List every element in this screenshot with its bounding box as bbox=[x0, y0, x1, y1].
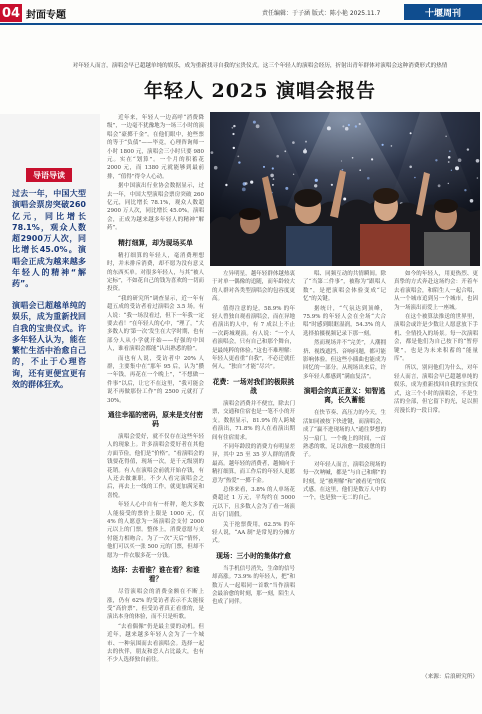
stage-light bbox=[253, 121, 256, 124]
stage-light bbox=[273, 178, 275, 180]
stage-light bbox=[345, 127, 349, 131]
stage-light bbox=[270, 174, 274, 178]
stage-light bbox=[467, 148, 469, 150]
stage-light bbox=[232, 133, 234, 135]
body-paragraph: 当手机信号消失，生命的信号却高涨。73.9% 的年轻人，把“和数万人一起唱同一首歌”当作演唱会最治愈的时刻，那一刻，陌生人也成了同伴。 bbox=[212, 565, 295, 606]
section-heading: 花费：一场对我们的极限挑战 bbox=[212, 377, 295, 395]
body-paragraph: 对年轻人而言，演唱会现场的每一次呐喊，都是“与自己和解”的时刻，是“被理解”和“被看见”的仪式感。在这里，他们是数万人中的一个，也是独一无二的自己。 bbox=[303, 461, 386, 502]
stage-light bbox=[276, 155, 279, 158]
body-paragraph: “我的研究所”调查显示，近一年有超五成的受访者看过演唱会 3.5 场。有人说：“我一场没看过，但下一年我一定要去看！”在年轻人的心中，“理了，“大多数人的‘第一次’发生在大学时期，也有部分人从小学就开始——好强的中国人，谁看演唱会都能“认出熟悉的脸”。 bbox=[107, 295, 204, 353]
stage-light bbox=[371, 158, 373, 160]
stage-light bbox=[285, 187, 288, 190]
stage-light bbox=[331, 184, 333, 186]
stage-light bbox=[225, 184, 227, 186]
stage-light bbox=[342, 125, 344, 127]
stage-light bbox=[458, 158, 462, 162]
stage-light bbox=[449, 150, 451, 152]
stage-light bbox=[435, 159, 437, 161]
stage-light bbox=[409, 166, 412, 169]
editor-meta: 责任编辑：于子涵 版式：陈小艳 2025.11.7 bbox=[262, 10, 381, 17]
stage-light bbox=[242, 188, 246, 192]
stage-light bbox=[284, 150, 286, 152]
stage-light bbox=[232, 127, 234, 129]
section-heading: 通往幸福的密码，原来是支付密码 bbox=[107, 411, 204, 428]
body-paragraph: 演唱会爱好，就不仅存在这些年轻人的现象上。许多演唱会爱好者在其他方面节俭，他们是“价格”。“看演唱会的钱要花得值，现场一次，是千元级别的花销。有人在演唱会前就开始存钱，有人还去做兼职。不少人看完演唱会之后，再去上一线的工作，就更加满足和喜悦。 bbox=[107, 434, 204, 499]
body-paragraph: 值得注意的是，58.9% 的年轻人曾独自观看演唱会，而在异地看演出的人中，有 7 成以上不止一次跨城观演。有人说：“一个人看演唱会，只有自己和那个舞台，是最纯粹的体验。”这也不难理解：年轻人更看重“自我”，不必迁就任何人，“独自”才能“尽兴”。 bbox=[212, 305, 295, 371]
stage-light bbox=[343, 198, 346, 201]
stage-light bbox=[272, 167, 274, 169]
stage-light bbox=[238, 161, 240, 163]
stage-light bbox=[315, 179, 318, 182]
body-paragraph: “去看偶像”仍是最主要的动机。但近年，越来越多年轻人会为了一个城市、一种氛围而去看演唱会。选择一起去的伙伴，朋友和恋人占比最大，也有不少人选择独自前往。 bbox=[107, 623, 204, 664]
section-heading: 选择：去看谁？谁在看？和谁看？ bbox=[111, 566, 200, 584]
stage-light bbox=[451, 170, 452, 171]
stage-light bbox=[391, 145, 393, 147]
body-paragraph: 近年来，年轻人一边高呼“消费降级”，一边毫不犹豫地为一场三小时的演唱会“豪掷千金”。在他们眼中，抢些票的等于“负债”——毕竟，心理咨询师一小时 1800 元，演唱会三小时只要 980 元。实在“划算”。一个月的积蓄花 2000 元，而 1380 元就能够到最前排，“值得”得令人心动。 bbox=[107, 115, 204, 180]
lead-paragraph: 对年轻人而言，演唱会早已超越单纯的娱乐，成为重新找寻自我的宝贵仪式。这三个年轻人的演唱会经历，折射出青年群体对演唱会这种消费形式的热情 bbox=[72, 63, 448, 69]
article-title: 年轻人 2025 演唱会报告 bbox=[143, 80, 377, 102]
stage-light bbox=[263, 166, 265, 168]
concert-crowd-photo bbox=[210, 112, 480, 266]
stage-light bbox=[305, 141, 307, 143]
stage-light bbox=[233, 147, 235, 149]
stage-light bbox=[272, 184, 274, 186]
stage-light bbox=[355, 125, 357, 127]
stage-light bbox=[292, 141, 295, 144]
body-paragraph: 总体来看，3.8% 的人单场花费超过 1 万元，平均约在 5000 元以下，且多数人会为了看一场演出专门请假。 bbox=[212, 486, 295, 519]
body-paragraph: 左异明星，越年轻群体越热衷于对单一偶像的追随，而年龄较大的人群对各类型演唱会的包容度更高。 bbox=[212, 271, 295, 303]
stage-light bbox=[237, 156, 239, 158]
stage-light bbox=[293, 174, 294, 175]
stage-light bbox=[382, 144, 384, 146]
article-column-2 bbox=[212, 270, 295, 690]
section-heading: 精打细算，却为现场买单 bbox=[118, 238, 193, 247]
stage-light bbox=[455, 166, 459, 170]
body-paragraph: 在这个被算法推送的世界里，演唱会或许是少数让人愿意放下手机、全情投入的场景。每一次演唱会，都是他们为自己按下的“暂停键”，也是为未来积蓄的“能量库”。 bbox=[394, 314, 478, 363]
stage-light bbox=[477, 177, 479, 179]
stage-light bbox=[250, 181, 253, 184]
stage-light bbox=[448, 183, 449, 184]
stage-light bbox=[303, 150, 307, 154]
stage-light bbox=[410, 132, 412, 134]
sidebar-tag: 导语导读 bbox=[26, 168, 72, 182]
sidebar-paragraph-2: 演唱会已超越单纯的娱乐，成为重新找回自我的宝贵仪式。许多年轻人认为，能在繁忙生活中治愈自己的，不止于心理咨询，还有更便宜更有效的群体狂欢。 bbox=[12, 301, 86, 390]
stage-light bbox=[348, 124, 350, 126]
stage-light bbox=[341, 160, 342, 161]
body-paragraph: 演唱会消费并不便宜，除去门票，交通和住宿也是一笔不小的开支。数据显示，81.9% 的人跨城看演出，71.8% 的人在看演出期间有住宿需求。 bbox=[212, 400, 295, 441]
stage-light bbox=[352, 157, 354, 159]
stage-light bbox=[464, 189, 466, 191]
article-column-4 bbox=[394, 270, 478, 690]
body-paragraph: 然而现场并不“完美”，人潮拥挤、视线遮挡、音响问题，都可能影响体验。但这些小插曲也能成为回忆的一部分。从现场出来后，许多年轻人都感到“满血复活”。 bbox=[303, 340, 386, 380]
article-source: （来源：后浪研究所） bbox=[422, 674, 478, 680]
body-paragraph: 如今的年轻人，用更热烈、更真挚的方式奔赴这场约会：开着车去看演唱会，和陌生人一起合唱，从一个城市追到另一个城市，也因为一场演出而爱上一座城。 bbox=[394, 271, 478, 311]
body-paragraph: 精打细算的年轻人，毫消费理想时，并未排斥消费，却不愿为没有意义的东西买单。对很多年轻人，与其“被人定标”，不如花自己的钱为喜欢的一切而投资。 bbox=[107, 252, 204, 293]
page-number: 04 bbox=[1, 5, 21, 21]
article-column-1 bbox=[107, 114, 204, 694]
stage-light bbox=[438, 184, 441, 187]
body-paragraph: 不同年龄段的消费力有明显差异，其中 25 至 35 岁人群的消费最高。越年轻的消费者，越倾向于精打细算，而工作后的年轻人更愿意为“热爱”一掷千金。 bbox=[212, 443, 295, 484]
stage-light bbox=[245, 182, 248, 185]
header-rule bbox=[0, 23, 482, 25]
stage-light bbox=[342, 169, 344, 171]
section-title: 封面专题 bbox=[26, 10, 66, 21]
stage-light bbox=[256, 124, 260, 128]
stage-light bbox=[359, 123, 361, 125]
stage-light bbox=[414, 177, 416, 179]
stage-light bbox=[448, 156, 451, 159]
stage-light bbox=[211, 151, 214, 154]
stage-light bbox=[314, 184, 317, 187]
concert-photo-illustration bbox=[210, 112, 480, 266]
stage-light bbox=[359, 169, 361, 171]
section-heading: 现场：三小时的集体疗愈 bbox=[216, 551, 291, 560]
stage-light bbox=[476, 159, 480, 163]
stage-light bbox=[233, 125, 235, 127]
body-paragraph: 据中国演出行业协会数据显示，过去一年，中国大型演唱会票房突破 260 亿元，同比增长 78.1%，观众人数超 2900 万人次，同比增长 45.0%。演唱会，正成为越来越多年轻人的精神“解药”。 bbox=[107, 183, 204, 232]
brand-badge: 十堰周刊 bbox=[404, 4, 482, 20]
article-column-3 bbox=[303, 270, 386, 690]
stage-light bbox=[448, 161, 450, 163]
body-paragraph: 而也有人说，受访者中 20% 人群，主要集中在“那年 95 后，认为“攒一年钱，再花在一个晚上”，“不想做一件事”以后，让它不在这里，“我可能会说不再做那份工作”的 2500 元就打了 30%。 bbox=[107, 355, 204, 404]
stage-light bbox=[367, 177, 370, 180]
stage-light bbox=[327, 126, 331, 130]
body-paragraph: 关于抢票费用，62.5% 的年轻人说，“AA 制”是常见的分摊方式。 bbox=[212, 521, 295, 545]
body-paragraph: 所以，别问他们为什么，对年轻人而言，演唱会早已超越单纯的娱乐，成为重新找回自我的宝贵仪式，这三个小时的演唱会，不是生活的全部，但它留下的光，足以照亮漫长的一段日常。 bbox=[394, 365, 478, 414]
stage-light bbox=[470, 199, 474, 203]
body-paragraph: 年轻人心中自有一杆秤，绝大多数人能接受的票价上限是 1000 元，仅 4% 的人愿意为一场演唱会支付 2000 元以上的门票。整体上，消费意愿与支付能力相吻合。为了一次“天后”情怀，他们可以买一张 500 元的门票，但却不愿为一件衣服多花一分钱。 bbox=[107, 502, 204, 559]
section-heading: 演唱会的真正意义：知智逃离，长久蓄能 bbox=[303, 387, 386, 405]
body-paragraph: 唱、同频互动的共情瞬间。除了“当第二件事”，被称为“跟唱人数”，是把演唱会体验变成“记忆”的关键。 bbox=[303, 271, 386, 303]
stage-light bbox=[214, 166, 218, 170]
body-paragraph: 在快节奏、高压力的今天，生活如同被按下快进键，而演唱会，成了“赢不进现场的人”通往梦想的另一扇门。一个晚上的时间，一首熟悉的歌，足以治愈一段疲惫的日子。 bbox=[303, 410, 386, 459]
stage-light bbox=[446, 136, 447, 137]
body-paragraph: 据统计，“气氛达到顶峰，75.9% 的年轻人会在全场“大合唱”时感到眼眶湿润，54.3% 的人选择拍摄视频记录下那一刻。 bbox=[303, 305, 386, 337]
body-paragraph: 尽管演唱会的消费金额在不断上涨，仍有 62% 的受访者表示不太能接受“高价票”，但受访者真正看重的，是演出本身的体验，而不只是听歌。 bbox=[107, 589, 204, 621]
sidebar-paragraph-1: 过去一年，中国大型演唱会票房突破260亿元，同比增长78.1%，观众人数超2900万人次，同比增长45.0%。演唱会正成为越来越多年轻人的精神“解药”。 bbox=[12, 189, 86, 289]
